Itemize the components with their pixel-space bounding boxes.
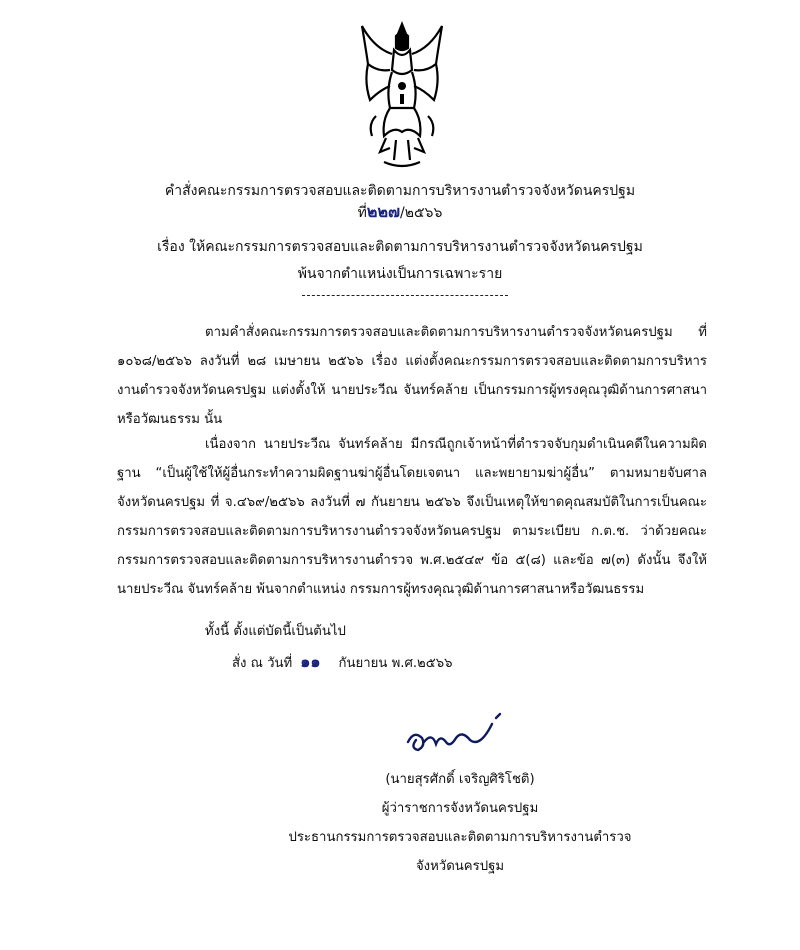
subject-line-1: เรื่อง ให้คณะกรรมการตรวจสอบและติดตามการบริหารงานตำรวจจังหวัดนครปฐม xyxy=(157,239,643,255)
body-paragraph-1 xyxy=(117,318,707,434)
header-divider xyxy=(302,295,508,296)
document-title: คำสั่งคณะกรรมการตรวจสอบและติดตามการบริหารงานตำรวจจังหวัดนครปฐม xyxy=(164,183,636,199)
order-date-month-year: กันยายน พ.ศ.๒๕๖๖ xyxy=(338,656,453,671)
order-date-day: ๑๑ xyxy=(300,652,321,671)
order-number xyxy=(0,200,800,225)
order-number-suffix: /๒๕๖๖ xyxy=(400,205,443,221)
order-number-handwritten: ๒๒๗ xyxy=(366,202,401,221)
signer-position-governor: ผู้ว่าราชการจังหวัดนครปฐม xyxy=(381,801,539,816)
signer-position-province: จังหวัดนครปฐม xyxy=(415,859,505,874)
effective-clause: ทั้งนี้ ตั้งแต่บัดนี้เป็นต้นไป xyxy=(205,624,346,639)
order-date-prefix: สั่ง ณ วันที่ xyxy=(232,656,293,671)
signer-name: (นายสุรศักดิ์ เจริญศิริโชติ) xyxy=(385,772,535,787)
subject-line-2: พ้นจากตำแหน่งเป็นการเฉพาะราย xyxy=(297,266,503,282)
order-date xyxy=(232,650,452,675)
garuda-emblem-icon xyxy=(356,20,448,170)
handwritten-signature xyxy=(400,712,510,757)
paragraph-text: เนื่องจาก นายประวีณ จันทร์คล้าย มีกรณีถูกเจ้าหน้าที่ตำรวจจับกุมดำเนินคดีในความผิดฐาน “เป็นผู้ใช้ให้ผู้อื่นกระทำความผิดฐานฆ่าผู้อื่นโดยเจตนา และพยายามฆ่าผู้อื่น” ตามหมายจับศาลจังหวัดนครปฐม ที่ จ.๔๖๙/๒๕๖๖ ลงวันที่ ๗ กันยายน ๒๕๖๖ จึงเป็นเหตุให้ขาดคุณสมบัติในการเป็นคณะกรรมการตรวจสอบและติดตามการบริหารงานตำรวจจังหวัดนครปฐม ตามระเบียบ ก.ต.ช. ว่าด้วยคณะกรรมการตรวจสอบและติดตามการบริหารงานตำรวจ พ.ศ.๒๕๔๙ ข้อ ๕(๘) และข้อ ๗(๓) ดังนั้น จึงให้ นายประวีณ จันทร์คล้าย พ้นจากตำแหน่ง กรรมการผู้ทรงคุณวุฒิด้านการศาสนาหรือวัฒนธรรม xyxy=(117,437,707,597)
order-number-prefix: ที่ xyxy=(357,205,367,221)
body-paragraph-2 xyxy=(117,430,707,604)
signer-position-chair: ประธานกรรมการตรวจสอบและติดตามการบริหารงานตำรวจ xyxy=(288,830,632,845)
paragraph-text: ตามคำสั่งคณะกรรมการตรวจสอบและติดตามการบริหารงานตำรวจจังหวัดนครปฐม ที่ ๑๐๖๘/๒๕๖๖ ลงวันที่ ๒๘ เมษายน ๒๕๖๖ เรื่อง แต่งตั้งคณะกรรมการตรวจสอบและติดตามการบริหารงานตำรวจจังหวัดนครปฐม แต่งตั้งให้ นายประวีณ จันทร์คล้าย เป็นกรรมการผู้ทรงคุณวุฒิด้านการศาสนาหรือวัฒนธรรม นั้น xyxy=(117,325,707,427)
